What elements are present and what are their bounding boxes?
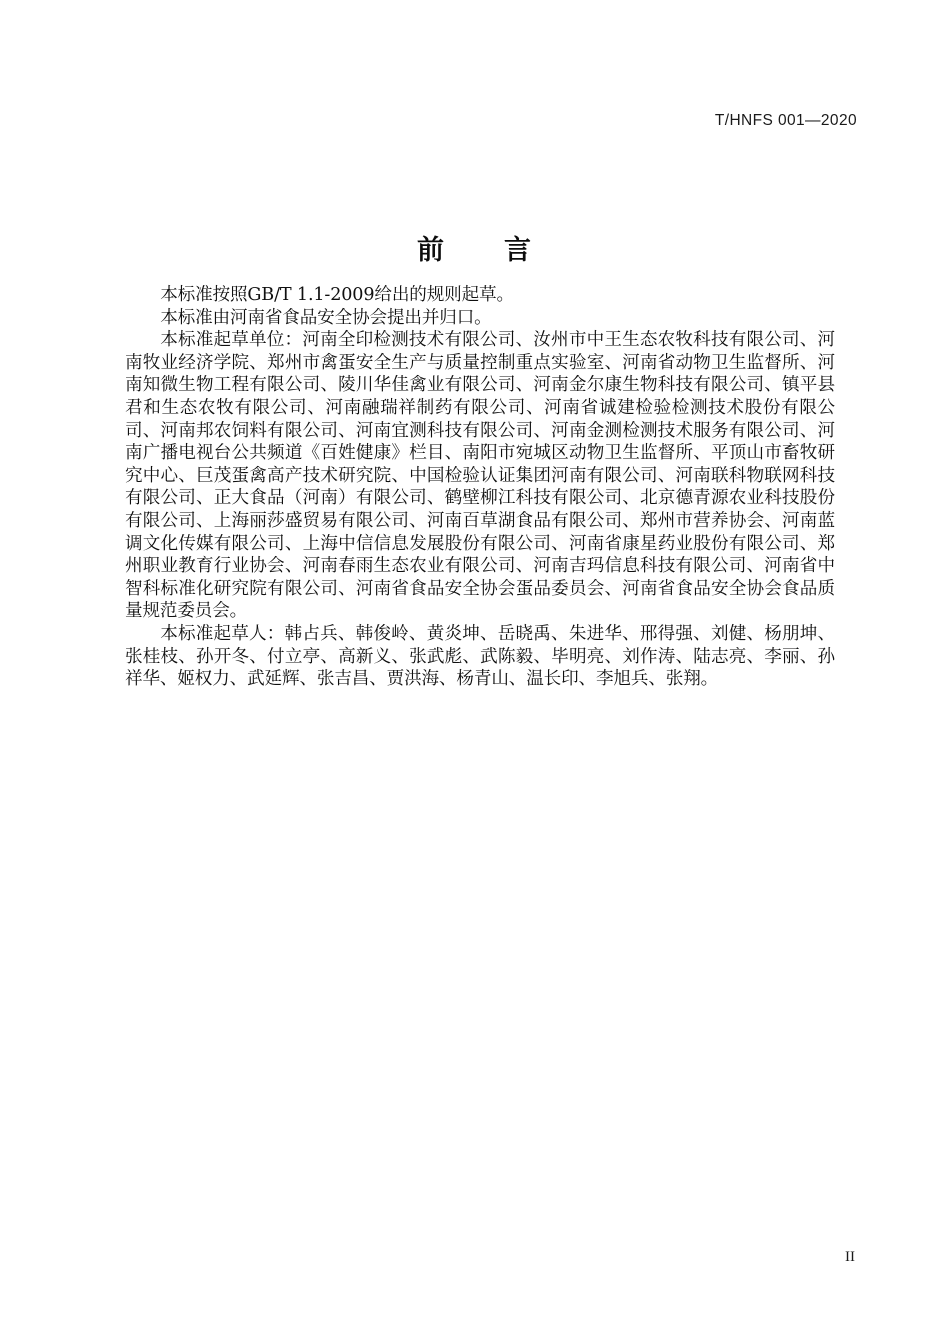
page-title: 前 言 xyxy=(417,235,533,267)
paragraph-drafting-rules: 本标准按照GB/T 1.1-2009给出的规则起草。 xyxy=(160,285,514,305)
page-number: II xyxy=(845,1249,855,1265)
paragraph-drafters: 本标准起草人：韩占兵、韩俊岭、黄炎坤、岳晓禹、朱进华、邢得强、刘健、杨朋坤、张桂枝、孙开冬、付立亭、高新义、张武彪、武陈毅、毕明亮、刘作涛、陆志亮、李丽、孙祥华、姬权力、武延辉、张吉昌、贾洪海、杨青山、温长印、李旭兵、张翔。 xyxy=(125,623,835,690)
document-body xyxy=(125,284,835,691)
paragraph-proposing-organization: 本标准由河南省食品安全协会提出并归口。 xyxy=(160,307,492,328)
page-footer xyxy=(0,1248,855,1266)
standard-code: T/HNFS 001—2020 xyxy=(714,112,857,129)
page-header xyxy=(0,112,857,130)
paragraph-drafting-units: 本标准起草单位：河南全印检测技术有限公司、汝州市中王生态农牧科技有限公司、河南牧业经济学院、郑州市禽蛋安全生产与质量控制重点实验室、河南省动物卫生监督所、河南知微生物工程有限公司、陵川华佳禽业有限公司、河南金尔康生物科技有限公司、镇平县君和生态农牧有限公司、河南融瑞祥制药有限公司、河南省诚建检验检测技术股份有限公司、河南邦农饲料有限公司、河南宜测科技有限公司、河南金测检测技术服务有限公司、河南广播电视台公共频道《百姓健康》栏目、南阳市宛城区动物卫生监督所、平顶山市畜牧研究中心、巨茂蛋禽高产技术研究院、中国检验认证集团河南有限公司、河南联科物联网科技有限公司、正大食品（河南）有限公司、鹤壁柳江科技有限公司、北京德青源农业科技股份有限公司、上海丽莎盛贸易有限公司、河南百草湖食品有限公司、郑州市营养协会、河南蓝调文化传媒有限公司、上海中信信息发展股份有限公司、河南省康星药业股份有限公司、郑州职业教育行业协会、河南春雨生态农业有限公司、河南吉玛信息科技有限公司、河南省中智科标准化研究院有限公司、河南省食品安全协会蛋品委员会、河南省食品安全协会食品质量规范委员会。 xyxy=(125,330,835,622)
